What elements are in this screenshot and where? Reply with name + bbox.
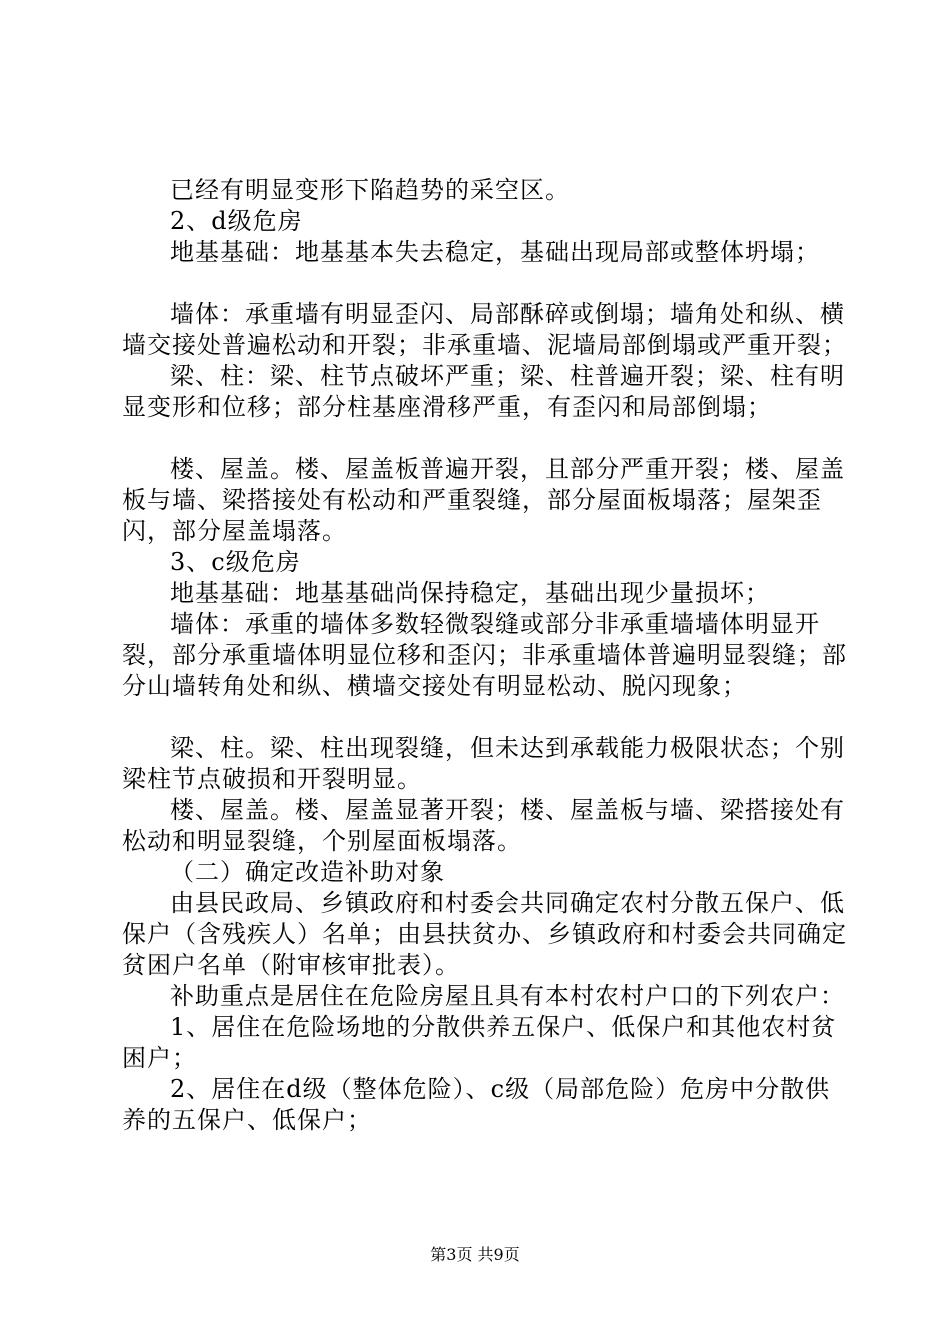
paragraph-c-foundation: 地基基础：地基基础尚保持稳定，基础出现少量损坏； bbox=[170, 579, 770, 607]
paragraph-c-wall: 墙体：承重的墙体多数轻微裂缝或部分非承重墙墙体明显开裂，部分承重墙体明显位移和歪闪；非承重墙体普遍明显裂缝；部分山墙转角处和纵、横墙交接处有明显松动、脱闪现象； bbox=[122, 610, 847, 700]
paragraph-d-roof: 楼、屋盖。楼、屋盖板普遍开裂，且部分严重开裂；楼、屋盖板与墙、梁搭接处有松动和严重裂缝，部分屋面板塌落；屋架歪闪，部分屋盖塌落。 bbox=[122, 455, 845, 545]
paragraph-d-foundation: 地基基础：地基基本失去稳定，基础出现局部或整体坍塌； bbox=[170, 238, 820, 266]
paragraph-item-1: 1、居住在危险场地的分散供养五保户、低保户和其他农村贫困户； bbox=[122, 1013, 837, 1072]
paragraph-d-beam-column: 梁、柱：梁、柱节点破坏严重；梁、柱普遍开裂；梁、柱有明显变形和位移；部分柱基座滑移严重，有歪闪和局部倒塌； bbox=[122, 362, 845, 421]
heading-c-level: 3、c级危房 bbox=[170, 548, 301, 576]
paragraph-c-roof: 楼、屋盖。楼、屋盖显著开裂；楼、屋盖板与墙、梁搭接处有松动和明显裂缝，个别屋面板塌落。 bbox=[122, 796, 845, 855]
heading-subsidy-target: （二）确定改造补助对象 bbox=[170, 858, 445, 886]
page-number-footer: 第3页 共9页 bbox=[430, 1245, 520, 1264]
paragraph-mined-area: 已经有明显变形下陷趋势的采空区。 bbox=[170, 176, 570, 204]
document-body bbox=[122, 175, 852, 1136]
heading-d-level: 2、d级危房 bbox=[170, 207, 303, 235]
paragraph-d-wall: 墙体：承重墙有明显歪闪、局部酥碎或倒塌；墙角处和纵、横墙交接处普遍松动和开裂；非承重墙、泥墙局部倒塌或严重开裂； bbox=[122, 300, 847, 359]
paragraph-item-2: 2、居住在d级（整体危险）、c级（局部危险）危房中分散供养的五保户、低保户； bbox=[122, 1075, 831, 1134]
paragraph-list-determination: 由县民政局、乡镇政府和村委会共同确定农村分散五保户、低保户（含残疾人）名单；由县扶贫办、乡镇政府和村委会共同确定贫困户名单（附审核审批表）。 bbox=[122, 889, 847, 979]
paragraph-c-beam-column: 梁、柱。梁、柱出现裂缝，但未达到承载能力极限状态；个别梁柱节点破损和开裂明显。 bbox=[122, 734, 845, 793]
paragraph-subsidy-focus: 补助重点是居住在危险房屋且具有本村农村户口的下列农户： bbox=[170, 982, 845, 1010]
